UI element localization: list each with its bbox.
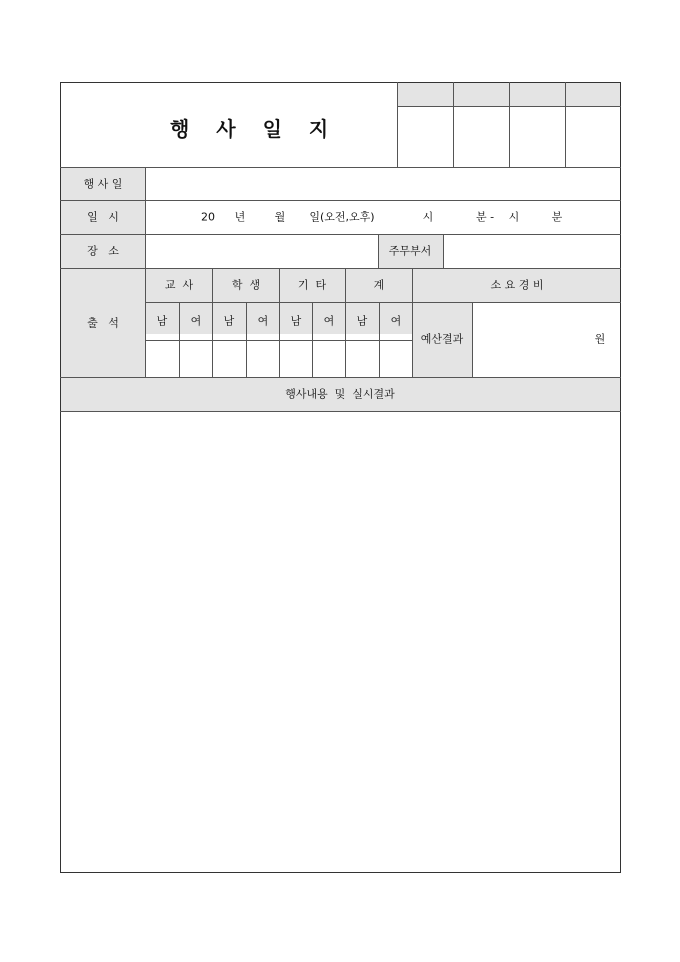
attendance-label: 출 석 xyxy=(87,316,119,330)
place-label: 장 소 xyxy=(87,244,119,258)
gender-female-total: 여 xyxy=(390,314,402,328)
datetime-year: 20 xyxy=(201,210,215,224)
divider xyxy=(397,82,398,167)
attendance-group-teacher: 교 사 xyxy=(164,278,194,292)
gender-male-other: 남 xyxy=(290,314,302,328)
gender-male-total: 남 xyxy=(356,314,368,328)
divider xyxy=(179,302,180,377)
attendance-group-other: 기 타 xyxy=(297,278,327,292)
divider xyxy=(145,302,621,303)
divider xyxy=(412,268,413,377)
expense-label: 소 요 경 비 xyxy=(490,278,544,292)
page-title: 행 사 일 지 xyxy=(170,117,339,141)
divider xyxy=(145,167,146,377)
content-section-label: 행사내용 및 실시결과 xyxy=(285,387,395,401)
attendance-group-student: 학 생 xyxy=(231,278,261,292)
divider xyxy=(312,302,313,377)
datetime-hour-unit-1: 시 xyxy=(422,210,434,224)
gender-male-teacher: 남 xyxy=(156,314,168,328)
event-day-label: 행 사 일 xyxy=(83,177,123,191)
datetime-day-unit: 일(오전,오후) xyxy=(309,210,375,224)
divider xyxy=(279,268,280,377)
attendance-group-total: 계 xyxy=(373,278,385,292)
divider xyxy=(378,234,379,268)
divider xyxy=(60,377,621,378)
divider xyxy=(379,302,380,377)
datetime-month-unit: 월 xyxy=(274,210,286,224)
gender-female-teacher: 여 xyxy=(190,314,202,328)
datetime-label: 일 시 xyxy=(87,210,119,224)
gender-female-student: 여 xyxy=(257,314,269,328)
divider xyxy=(472,302,473,377)
datetime-year-unit: 년 xyxy=(234,210,246,224)
divider xyxy=(246,302,247,377)
budget-label: 예산결과 xyxy=(420,332,464,346)
datetime-minute-unit-2: 분 xyxy=(551,210,563,224)
divider xyxy=(453,82,454,167)
divider xyxy=(443,234,444,268)
gender-male-student: 남 xyxy=(223,314,235,328)
divider xyxy=(565,82,566,167)
content-area[interactable] xyxy=(61,412,620,872)
currency-unit: 원 xyxy=(594,332,606,346)
divider xyxy=(509,82,510,167)
datetime-minute-unit-1: 분 - xyxy=(475,210,495,224)
divider xyxy=(345,268,346,377)
gender-female-other: 여 xyxy=(323,314,335,328)
host-dept-label: 주무부서 xyxy=(388,244,432,258)
datetime-hour-unit-2: 시 xyxy=(508,210,520,224)
divider xyxy=(212,268,213,377)
